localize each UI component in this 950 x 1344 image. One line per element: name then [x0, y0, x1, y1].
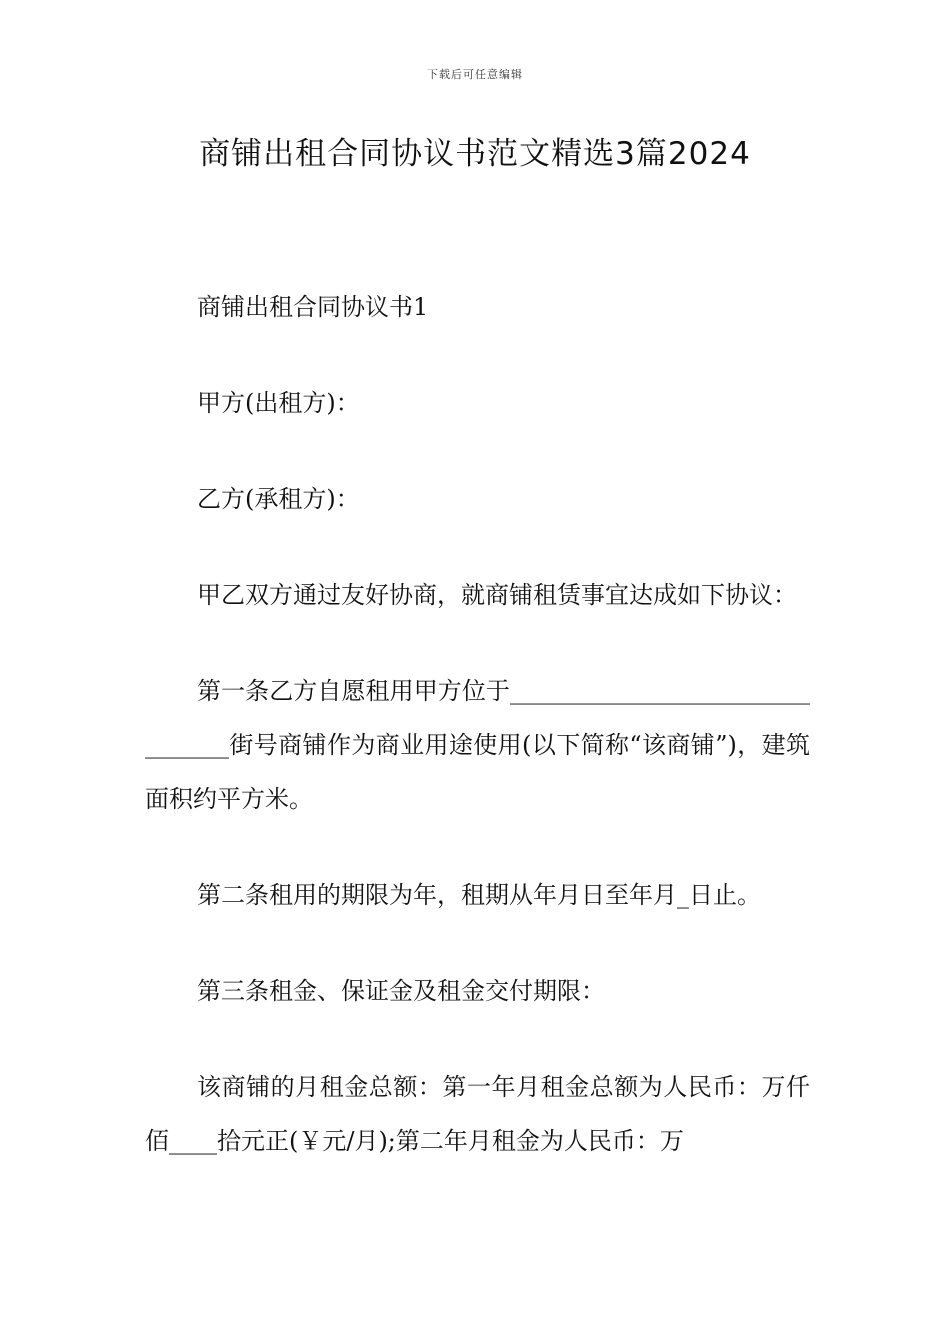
- document-body: [145, 280, 810, 1210]
- article-2: 第二条租用的期限为年，租期从年月日至年月_日止。: [197, 881, 761, 909]
- party-b-line: 乙方(承租方)：: [197, 485, 360, 513]
- article-3: 第三条租金、保证金及租金交付期限：: [197, 977, 605, 1005]
- rent-paragraph: 该商铺的月租金总额：第一年月租金总额为人民币：万仟佰____拾元正(￥元/月);第二年月租金为人民币：万: [145, 1073, 810, 1155]
- section-heading: 商铺出租合同协议书1: [197, 293, 429, 321]
- party-a-line: 甲方(出租方)：: [197, 389, 360, 417]
- document-title: 商铺出租合同协议书范文精选3篇2024: [199, 136, 751, 172]
- article-1: 第一条乙方自愿租用甲方位于________________________________街号商铺作为商业用途使用(以下简称“该商铺”)，建筑面积约平方米。: [145, 677, 810, 813]
- agreement-intro: 甲乙双方通过友好协商，就商铺租赁事宜达成如下协议：: [197, 581, 797, 609]
- header-note: 下载后可任意编辑: [427, 68, 523, 81]
